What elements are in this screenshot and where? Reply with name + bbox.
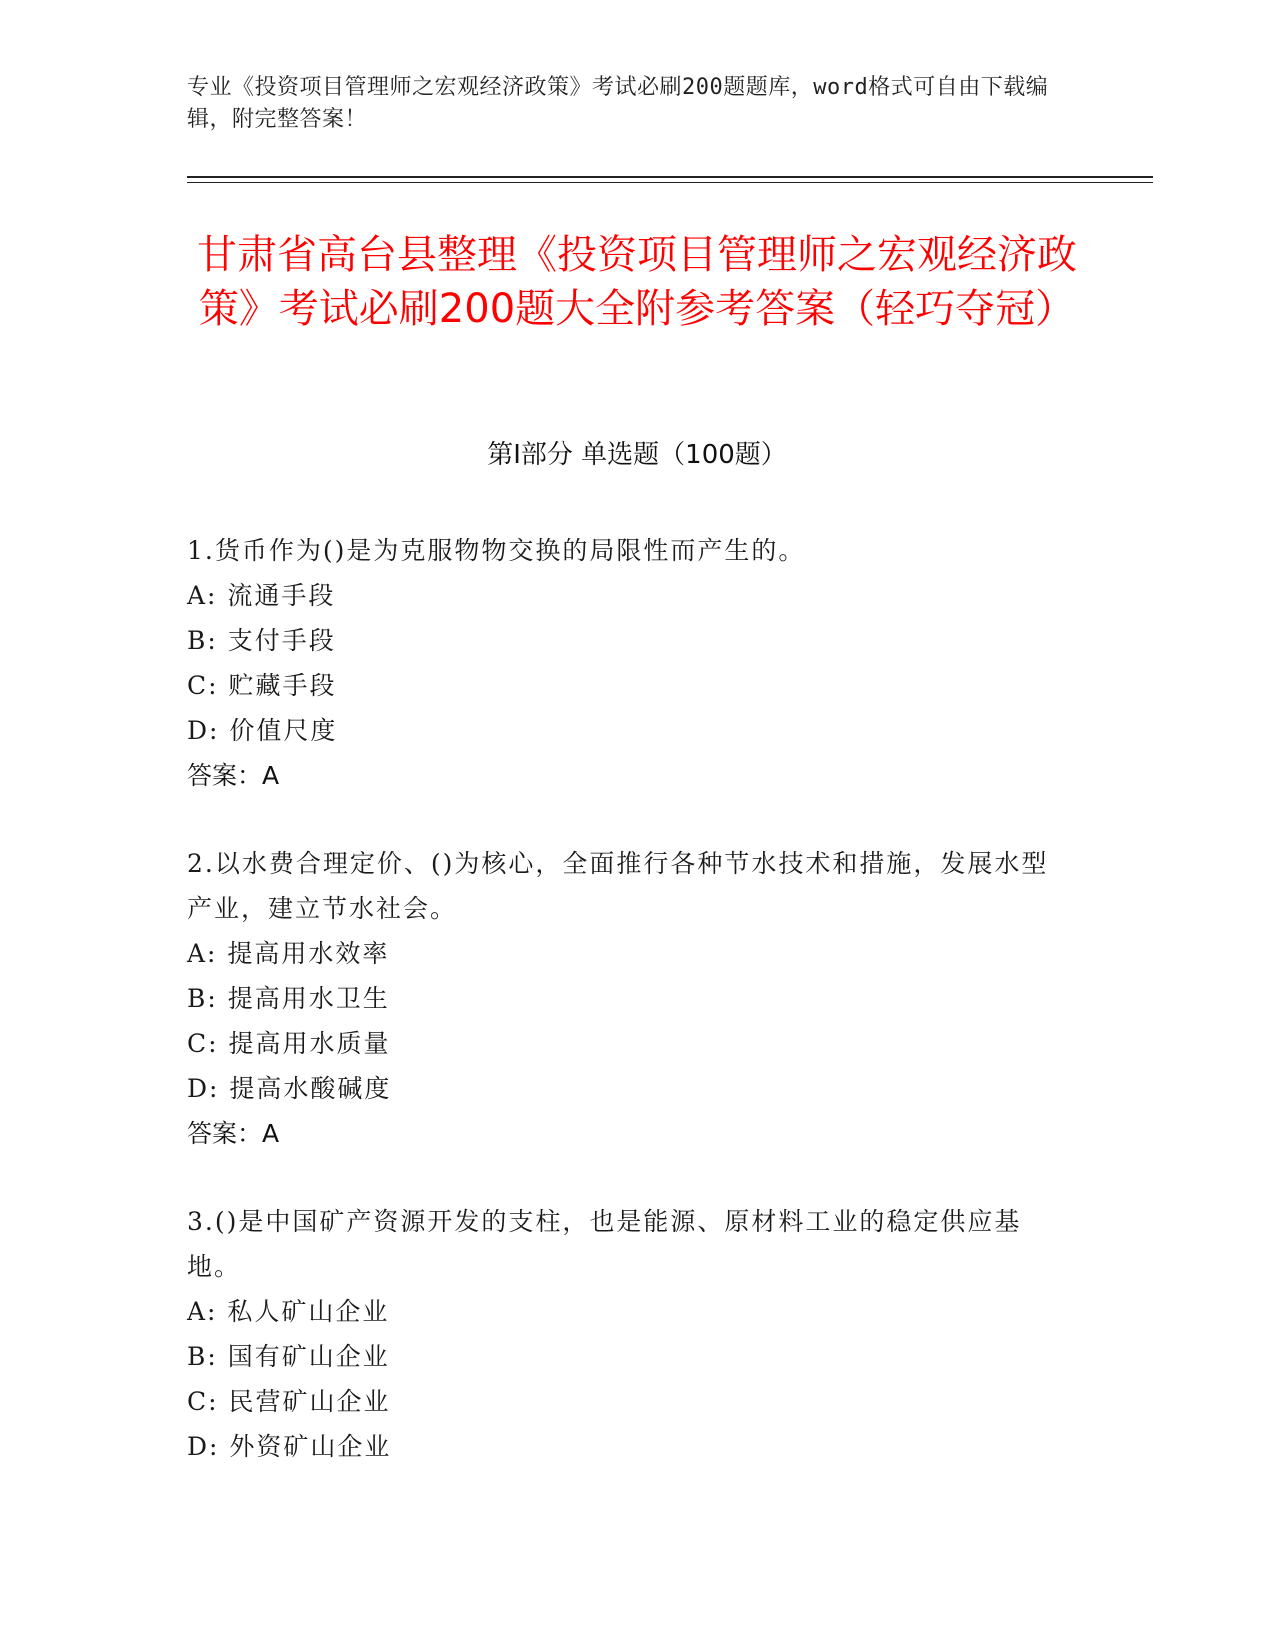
- option-a: A: 流通手段: [187, 581, 336, 610]
- option-a: A: 私人矿山企业: [187, 1297, 390, 1326]
- option-b: B: 国有矿山企业: [187, 1342, 390, 1371]
- option-d: D: 外资矿山企业: [187, 1432, 392, 1461]
- section-title: 第Ⅰ部分 单选题（100题）: [487, 440, 787, 470]
- question-stem: 2.以水费合理定价、()为核心，全面推行各种节水技术和措施，发展水型产业，建立节水社会。: [187, 849, 1049, 923]
- option-b: B: 支付手段: [187, 626, 336, 655]
- option-a: A: 提高用水效率: [187, 939, 390, 968]
- option-c: C: 民营矿山企业: [187, 1387, 391, 1416]
- option-d: D: 价值尺度: [187, 716, 338, 745]
- question-list: [187, 528, 1067, 1512]
- question-1: [187, 528, 1067, 798]
- option-c: C: 贮藏手段: [187, 671, 337, 700]
- question-2: [187, 841, 1067, 1156]
- question-answer: 答案：A: [187, 761, 280, 790]
- question-answer: 答案：A: [187, 1119, 280, 1148]
- question-3: [187, 1199, 1067, 1469]
- header-divider-thin: [187, 182, 1153, 183]
- option-b: B: 提高用水卫生: [187, 984, 390, 1013]
- header-note: 专业《投资项目管理师之宏观经济政策》考试必刷200题题库，word格式可自由下载编辑，附完整答案！: [187, 75, 1049, 132]
- question-stem: 3.()是中国矿产资源开发的支柱，也是能源、原材料工业的稳定供应基地。: [187, 1207, 1022, 1281]
- option-c: C: 提高用水质量: [187, 1029, 391, 1058]
- option-d: D: 提高水酸碱度: [187, 1074, 392, 1103]
- document-title: 甘肃省高台县整理《投资项目管理师之宏观经济政策》考试必刷200题大全附参考答案（轻巧夺冠）: [197, 232, 1077, 332]
- question-stem: 1.货币作为()是为克服物物交换的局限性而产生的。: [187, 536, 806, 565]
- header-divider-thick: [187, 176, 1153, 178]
